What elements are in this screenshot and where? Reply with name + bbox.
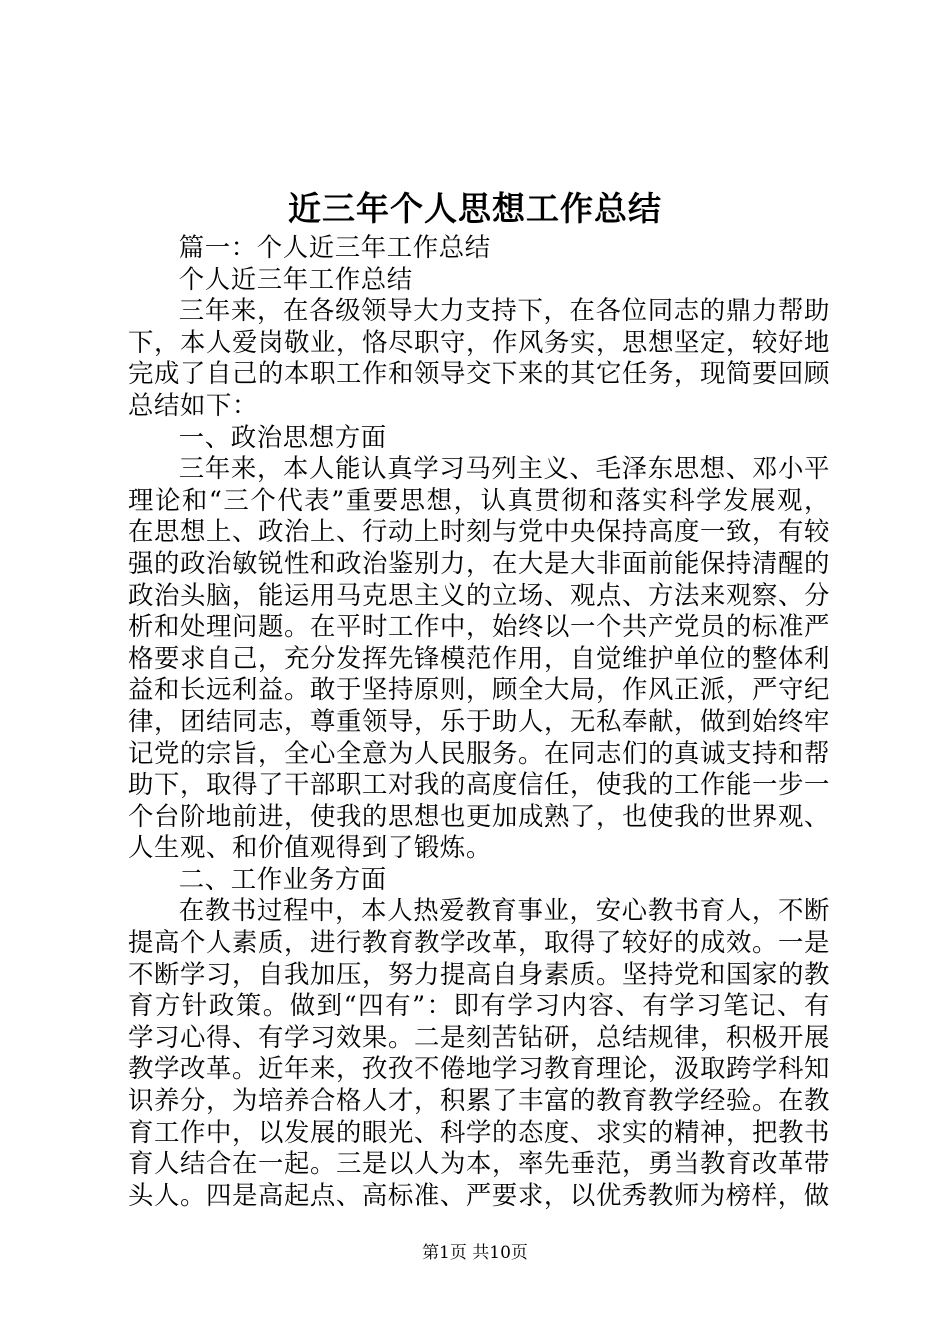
document-body — [128, 232, 830, 1211]
intro-paragraph: 三年来，在各级领导大力支持下，在各位同志的鼎力帮助下，本人爱岗敬业，恪尽职守，作风务实，思想坚定，较好地完成了自己的本职工作和领导交下来的其它任务，现简要回顾总结如下： — [128, 295, 830, 420]
section-heading-work: 二、工作业务方面 — [178, 863, 387, 894]
subtitle: 个人近三年工作总结 — [178, 263, 413, 294]
page-number-footer: 第1页 共10页 — [422, 1243, 528, 1263]
section-heading-political: 一、政治思想方面 — [178, 421, 387, 452]
political-paragraph: 三年来，本人能认真学习马列主义、毛泽东思想、邓小平理论和“三个代表”重要思想，认真贯彻和落实科学发展观，在思想上、政治上、行动上时刻与党中央保持高度一致，有较强的政治敏锐性和政治鉴别力，在大是大非面前能保持清醒的政治头脑，能运用马克思主义的立场、观点、方法来观察、分析和处理问题。在平时工作中，始终以一个共产党员的标准严格要求自己，充分发挥先锋模范作用，自觉维护单位的整体利益和长远利益。敢于坚持原则，顾全大局，作风正派，严守纪律，团结同志，尊重领导，乐于助人，无私奉献，做到始终牢记党的宗旨，全心全意为人民服务。在同志们的真诚支持和帮助下，取得了干部职工对我的高度信任，使我的工作能一步一个台阶地前进，使我的思想也更加成熟了，也使我的世界观、人生观、和价值观得到了锻炼。 — [128, 453, 830, 863]
section-heading-part-one: 篇一：个人近三年工作总结 — [178, 232, 491, 262]
work-paragraph: 在教书过程中，本人热爱教育事业，安心教书育人，不断提高个人素质，进行教育教学改革，取得了较好的成效。一是不断学习，自我加压，努力提高自身素质。坚持党和国家的教育方针政策。做到“四有”：即有学习内容、有学习笔记、有学习心得、有学习效果。二是刻苦钻研，总结规律，积极开展教学改革。近年来，孜孜不倦地学习教育理论，汲取跨学科知识养分，为培养合格人才，积累了丰富的教育教学经验。在教育工作中，以发展的眼光、科学的态度、求实的精神，把教书育人结合在一起。三是以人为本，率先垂范，勇当教育改革带头人。四是高起点、高标准、严要求，以优秀教师为榜样，做 — [128, 895, 830, 1210]
document-title: 近三年个人思想工作总结 — [288, 189, 662, 228]
